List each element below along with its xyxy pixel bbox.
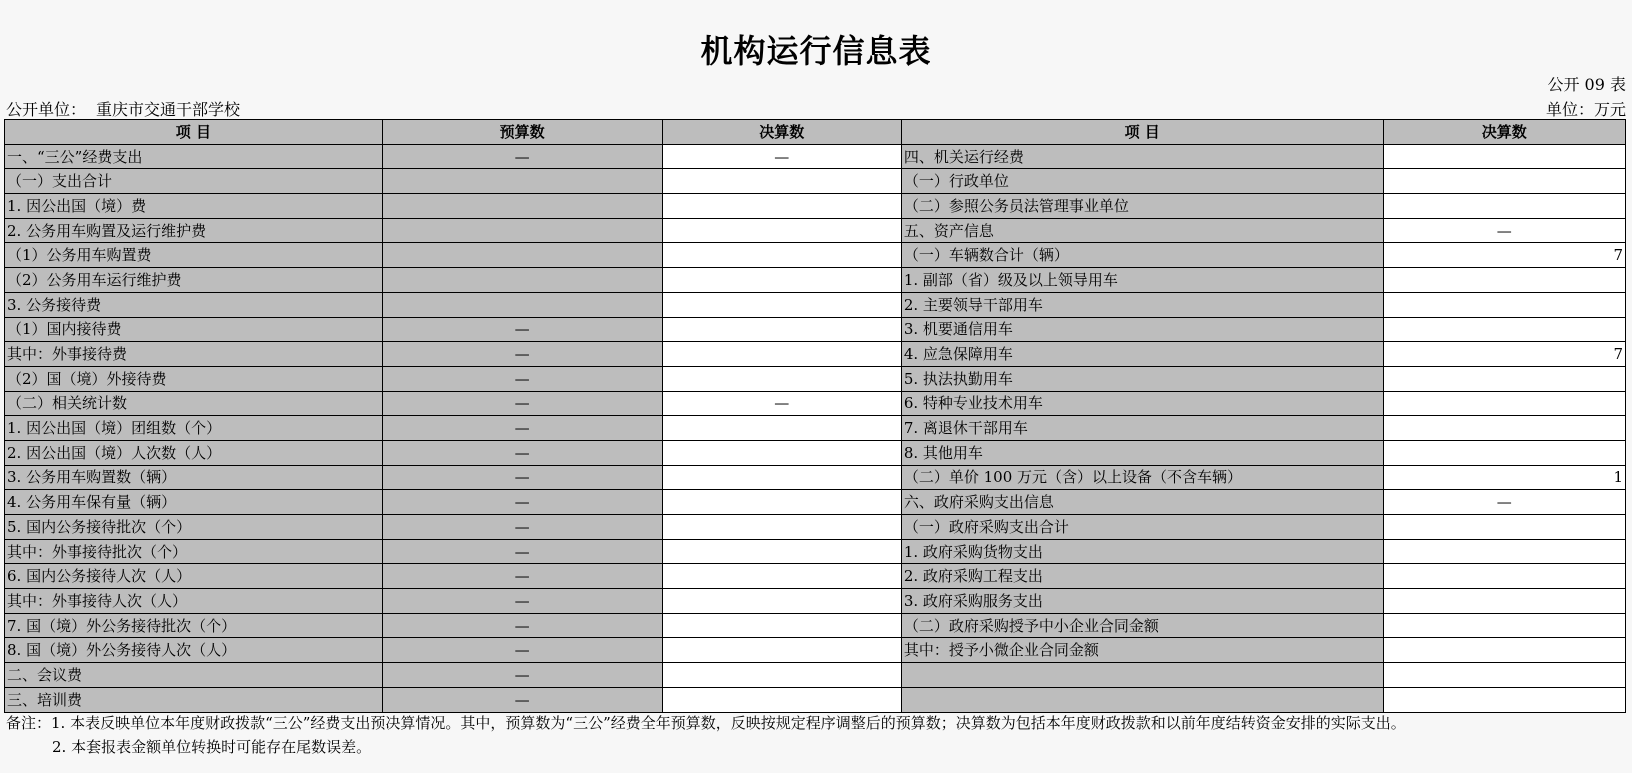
left-item-cell: 6. 国内公务接待人次（人） [5, 564, 383, 589]
table-row [5, 613, 1626, 638]
final-cell [662, 638, 901, 663]
table-row [5, 169, 1626, 194]
info-table [4, 119, 1626, 713]
budget-cell: — [382, 564, 662, 589]
budget-cell: — [382, 144, 662, 169]
right-item-cell: 3. 政府采购服务支出 [901, 589, 1383, 614]
right-item-cell [901, 687, 1383, 712]
right-item-cell: 五、资产信息 [901, 218, 1383, 243]
left-item-cell: 2. 因公出国（境）人次数（人） [5, 440, 383, 465]
table-row [5, 144, 1626, 169]
table-row [5, 194, 1626, 219]
final-cell [662, 292, 901, 317]
final-cell [662, 589, 901, 614]
final-cell [662, 515, 901, 540]
right-final-cell [1383, 366, 1625, 391]
right-item-cell: 2. 政府采购工程支出 [901, 564, 1383, 589]
table-row [5, 317, 1626, 342]
right-final-cell: — [1383, 218, 1625, 243]
final-cell [662, 366, 901, 391]
left-item-cell: （一）支出合计 [5, 169, 383, 194]
left-item-cell: 2. 公务用车购置及运行维护费 [5, 218, 383, 243]
right-final-cell [1383, 416, 1625, 441]
right-item-cell: 四、机关运行经费 [901, 144, 1383, 169]
table-row [5, 292, 1626, 317]
table-row [5, 218, 1626, 243]
right-item-cell: 六、政府采购支出信息 [901, 490, 1383, 515]
final-cell: — [662, 144, 901, 169]
left-item-cell: 一、“三公”经费支出 [5, 144, 383, 169]
table-row [5, 515, 1626, 540]
table-row [5, 663, 1626, 688]
final-cell [662, 416, 901, 441]
left-item-cell: 二、会议费 [5, 663, 383, 688]
left-item-cell: （1）公务用车购置费 [5, 243, 383, 268]
left-item-cell: 3. 公务用车购置数（辆） [5, 465, 383, 490]
header-left-item: 项 目 [5, 120, 383, 145]
unit-name: 重庆市交通干部学校 [96, 100, 241, 119]
final-cell [662, 218, 901, 243]
budget-cell: — [382, 490, 662, 515]
budget-cell [382, 218, 662, 243]
left-item-cell: 其中：外事接待批次（个） [5, 539, 383, 564]
table-header-row [5, 120, 1626, 145]
table-body [5, 144, 1626, 712]
final-cell [662, 663, 901, 688]
page-title: 机构运行信息表 [700, 32, 932, 70]
right-final-cell [1383, 539, 1625, 564]
right-final-cell: 7 [1383, 243, 1625, 268]
left-item-cell: 1. 因公出国（境）团组数（个） [5, 416, 383, 441]
left-item-cell: 8. 国（境）外公务接待人次（人） [5, 638, 383, 663]
budget-cell: — [382, 613, 662, 638]
budget-cell: — [382, 515, 662, 540]
right-item-cell: 3. 机要通信用车 [901, 317, 1383, 342]
budget-cell: — [382, 391, 662, 416]
right-item-cell: （二）单价 100 万元（含）以上设备（不含车辆） [901, 465, 1383, 490]
right-item-cell: 6. 特种专业技术用车 [901, 391, 1383, 416]
budget-cell: — [382, 663, 662, 688]
budget-cell: — [382, 366, 662, 391]
final-cell [662, 440, 901, 465]
right-item-cell: 8. 其他用车 [901, 440, 1383, 465]
budget-cell [382, 243, 662, 268]
right-final-cell [1383, 613, 1625, 638]
left-item-cell: 4. 公务用车保有量（辆） [5, 490, 383, 515]
form-number: 公开 09 表 [1547, 75, 1626, 94]
right-final-cell [1383, 317, 1625, 342]
table-row [5, 539, 1626, 564]
budget-cell [382, 194, 662, 219]
final-cell [662, 317, 901, 342]
final-cell [662, 539, 901, 564]
final-cell: — [662, 391, 901, 416]
currency-unit: 单位：万元 [1545, 100, 1626, 119]
right-final-cell [1383, 268, 1625, 293]
table-row [5, 687, 1626, 712]
reporting-unit [6, 97, 240, 120]
left-item-cell: 三、培训费 [5, 687, 383, 712]
final-cell [662, 564, 901, 589]
final-cell [662, 194, 901, 219]
table-row [5, 268, 1626, 293]
right-final-cell [1383, 169, 1625, 194]
table-row [5, 342, 1626, 367]
table-row [5, 465, 1626, 490]
right-final-cell [1383, 663, 1625, 688]
right-item-cell: 7. 离退休干部用车 [901, 416, 1383, 441]
left-item-cell: 7. 国（境）外公务接待批次（个） [5, 613, 383, 638]
right-final-cell [1383, 638, 1625, 663]
right-final-cell: 1 [1383, 465, 1625, 490]
note-line-2: 2. 本套报表金额单位转换时可能存在尾数误差。 [52, 738, 372, 756]
left-item-cell: （1）国内接待费 [5, 317, 383, 342]
right-item-cell: （二）政府采购授予中小企业合同金额 [901, 613, 1383, 638]
final-cell [662, 268, 901, 293]
table-row [5, 589, 1626, 614]
table-row [5, 391, 1626, 416]
final-cell [662, 465, 901, 490]
budget-cell: — [382, 589, 662, 614]
left-item-cell: 其中：外事接待人次（人） [5, 589, 383, 614]
budget-cell: — [382, 342, 662, 367]
budget-cell: — [382, 638, 662, 663]
note-line-1: 备注：1. 本表反映单位本年度财政拨款“三公”经费支出预决算情况。其中，预算数为“三公”经费全年预算数，反映按规定程序调整后的预算数；决算数为包括本年度财政拨款和以前年度结转资金安排的实际支出。 [6, 714, 1406, 732]
right-final-cell: 7 [1383, 342, 1625, 367]
right-item-cell [901, 663, 1383, 688]
table-row [5, 243, 1626, 268]
budget-cell: — [382, 687, 662, 712]
right-item-cell: （一）车辆数合计（辆） [901, 243, 1383, 268]
right-item-cell: 4. 应急保障用车 [901, 342, 1383, 367]
table-row [5, 416, 1626, 441]
right-item-cell: 1. 副部（省）级及以上领导用车 [901, 268, 1383, 293]
budget-cell [382, 169, 662, 194]
budget-cell: — [382, 539, 662, 564]
left-item-cell: 3. 公务接待费 [5, 292, 383, 317]
left-item-cell: 5. 国内公务接待批次（个） [5, 515, 383, 540]
left-item-cell: （2）公务用车运行维护费 [5, 268, 383, 293]
budget-cell: — [382, 416, 662, 441]
table-row [5, 490, 1626, 515]
left-item-cell: 1. 因公出国（境）费 [5, 194, 383, 219]
right-final-cell [1383, 391, 1625, 416]
table-row [5, 564, 1626, 589]
right-final-cell [1383, 144, 1625, 169]
final-cell [662, 613, 901, 638]
left-item-cell: （二）相关统计数 [5, 391, 383, 416]
left-item-cell: （2）国（境）外接待费 [5, 366, 383, 391]
final-cell [662, 342, 901, 367]
right-item-cell: 1. 政府采购货物支出 [901, 539, 1383, 564]
budget-cell [382, 292, 662, 317]
budget-cell: — [382, 465, 662, 490]
final-cell [662, 169, 901, 194]
unit-label: 公开单位： [6, 100, 87, 119]
header-budget: 预算数 [382, 120, 662, 145]
table-row [5, 366, 1626, 391]
header-right-item: 项 目 [901, 120, 1383, 145]
right-final-cell [1383, 194, 1625, 219]
right-final-cell [1383, 440, 1625, 465]
right-item-cell: （一）政府采购支出合计 [901, 515, 1383, 540]
final-cell [662, 490, 901, 515]
right-final-cell [1383, 589, 1625, 614]
header-final: 决算数 [662, 120, 901, 145]
budget-cell: — [382, 440, 662, 465]
right-final-cell [1383, 564, 1625, 589]
right-item-cell: （一）行政单位 [901, 169, 1383, 194]
right-item-cell: 2. 主要领导干部用车 [901, 292, 1383, 317]
table-row [5, 638, 1626, 663]
right-final-cell: — [1383, 490, 1625, 515]
budget-cell [382, 268, 662, 293]
left-item-cell: 其中：外事接待费 [5, 342, 383, 367]
right-item-cell: 其中：授予小微企业合同金额 [901, 638, 1383, 663]
notes [6, 711, 1406, 759]
right-item-cell: （二）参照公务员法管理事业单位 [901, 194, 1383, 219]
right-final-cell [1383, 292, 1625, 317]
table-row [5, 440, 1626, 465]
right-final-cell [1383, 515, 1625, 540]
header-right-final: 决算数 [1383, 120, 1625, 145]
right-item-cell: 5. 执法执勤用车 [901, 366, 1383, 391]
budget-cell: — [382, 317, 662, 342]
final-cell [662, 687, 901, 712]
right-final-cell [1383, 687, 1625, 712]
final-cell [662, 243, 901, 268]
